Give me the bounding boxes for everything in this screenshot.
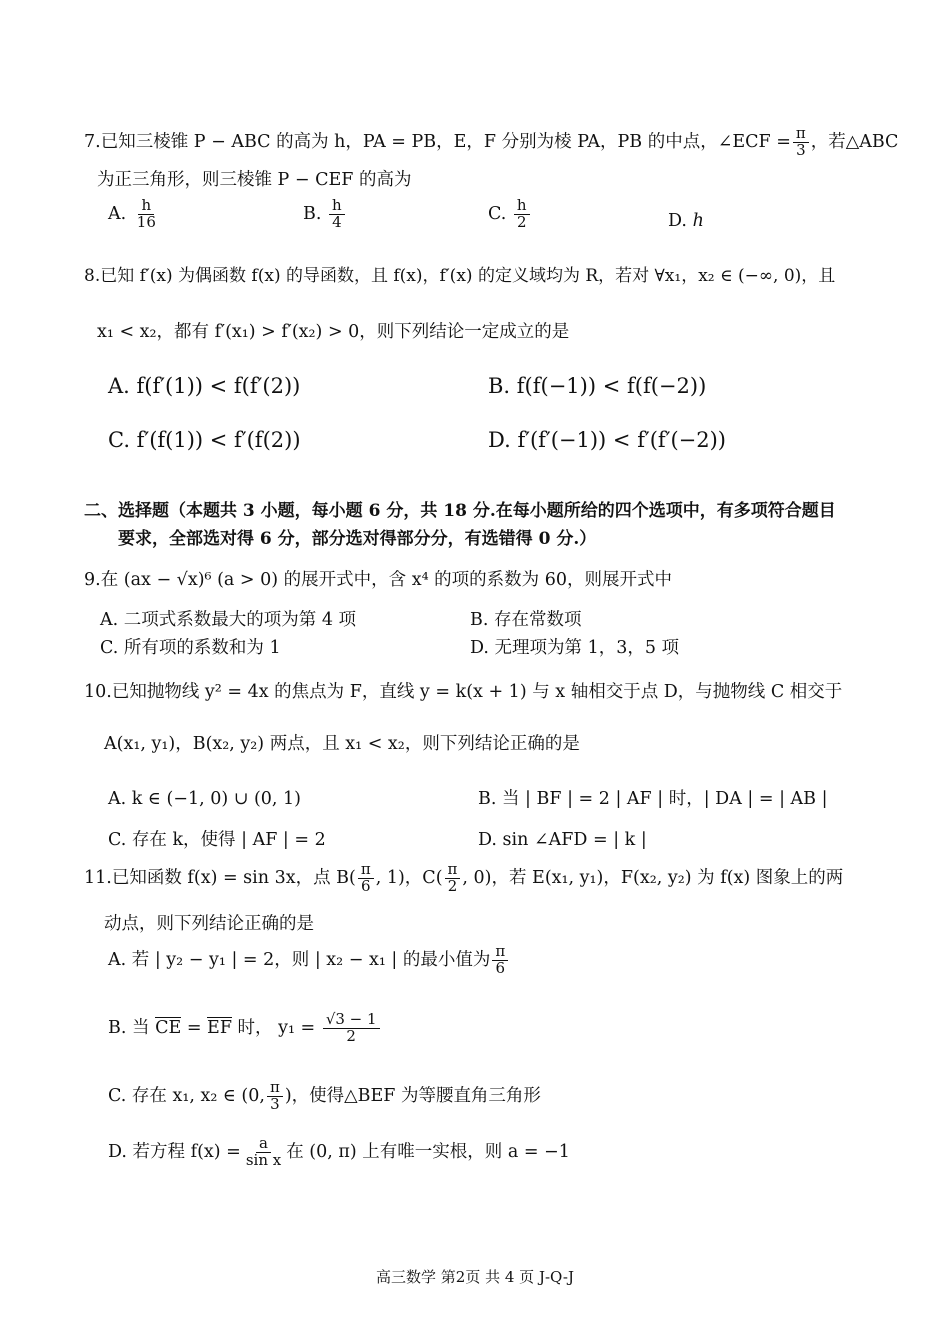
q9-line1: 9.在 (ax − √x)⁶ (a > 0) 的展开式中，含 x⁴ 的项的系数为 60，则展开式中 — [84, 570, 673, 590]
q8-option-a: A. f(f′(1)) < f(f′(2)) — [108, 374, 301, 398]
q9-option-b: B. 存在常数项 — [470, 610, 582, 630]
q8-option-b: B. f(f(−1)) < f(f(−2)) — [488, 374, 707, 398]
page-footer: 高三数学 第2页 共 4 页 J-Q-J — [376, 1268, 574, 1286]
q8-option-d: D. f′(f′(−1)) < f′(f′(−2)) — [488, 428, 727, 452]
q9-option-c: C. 所有项的系数和为 1 — [100, 638, 281, 658]
q10-line1: 10.已知抛物线 y² = 4x 的焦点为 F，直线 y = k(x + 1) 与 x 轴相交于点 D，与抛物线 C 相交于 — [84, 682, 843, 702]
q7-line2: 为正三角形，则三棱锥 P − CEF 的高为 — [97, 170, 412, 190]
q9-option-a: A. 二项式系数最大的项为第 4 项 — [100, 610, 357, 630]
vector-ce: CE — [155, 1017, 182, 1038]
q10-option-a: A. k ∈ (−1, 0) ∪ (0, 1) — [108, 789, 301, 809]
q8-line2: x₁ < x₂，都有 f′(x₁) > f′(x₂) > 0，则下列结论一定成立的是 — [97, 322, 570, 342]
q11-line2: 动点，则下列结论正确的是 — [104, 914, 314, 934]
q10-option-b: B. 当 | BF | = 2 | AF | 时，| DA | = | AB | — [478, 789, 828, 809]
q7-fraction: $\frac{\pi}{3}$ — [793, 126, 809, 159]
q7-option-c: C. $\frac{h}{2}$ — [488, 198, 532, 231]
vector-ef: EF — [207, 1017, 232, 1038]
q11-option-a: A. 若 | y₂ − y₁ | = 2，则 | x₂ − x₁ | 的最小值为 $\frac{\pi}{6}$ — [108, 944, 510, 977]
q10-line2: A(x₁, y₁)，B(x₂, y₂) 两点，且 x₁ < x₂，则下列结论正确的是 — [104, 734, 580, 754]
q7-option-d: D. h — [668, 211, 704, 231]
q11-option-b: B. 当 CE = EF 时， y₁ = $\frac{√3 - 1}{2}$ — [108, 1012, 382, 1045]
q7-option-a: A. $\frac{h}{16}$ — [108, 196, 156, 231]
q7-text-b: ，若△ABC — [810, 131, 899, 152]
q7-line1 — [84, 126, 898, 159]
q7-text-a: 7.已知三棱锥 P − ABC 的高为 h，PA = PB，E，F 分别为棱 PA，PB 的中点，∠ECF = — [84, 131, 791, 152]
section2-line2: 要求，全部选对得 6 分，部分选对得部分分，有选错得 0 分.） — [118, 529, 597, 549]
q8-line1: 8.已知 f′(x) 为偶函数 f(x) 的导函数，且 f(x)，f′(x) 的定义域均为 R，若对 ∀x₁，x₂ ∈ (−∞, 0)，且 — [84, 266, 836, 286]
q11-option-d: D. 若方程 f(x) = $\frac{a}{\text{sin x}}$ 在 (0, π) 上有唯一实根，则 a = −1 — [108, 1134, 570, 1169]
q8-option-c: C. f′(f(1)) < f′(f(2)) — [108, 428, 301, 452]
q11-b-fraction: $\frac{\pi}{6}$ — [358, 862, 374, 895]
section2-line1: 二、选择题（本题共 3 小题，每小题 6 分，共 18 分.在每小题所给的四个选项中，有多项符合题目 — [84, 501, 836, 521]
q11-c-fraction: $\frac{\pi}{2}$ — [445, 862, 461, 895]
q7-option-b: B. $\frac{h}{4}$ — [303, 198, 347, 231]
q9-option-d: D. 无理项为第 1，3，5 项 — [470, 638, 680, 658]
q10-option-c: C. 存在 k，使得 | AF | = 2 — [108, 830, 326, 850]
q11-option-c: C. 存在 x₁, x₂ ∈ (0, $\frac{\pi}{3}$ )，使得△BEF 为等腰直角三角形 — [108, 1078, 541, 1113]
q10-option-d: D. sin ∠AFD = | k | — [478, 830, 647, 850]
q11-line1: 11.已知函数 f(x) = sin 3x，点 B( $\frac{\pi}{6}$ , 1)，C( $\frac{\pi}{2}$ , 0)，若 E(x₁, y₁)，F(x₂, y₂) 为 f(x) 图象上的两 — [84, 860, 844, 895]
